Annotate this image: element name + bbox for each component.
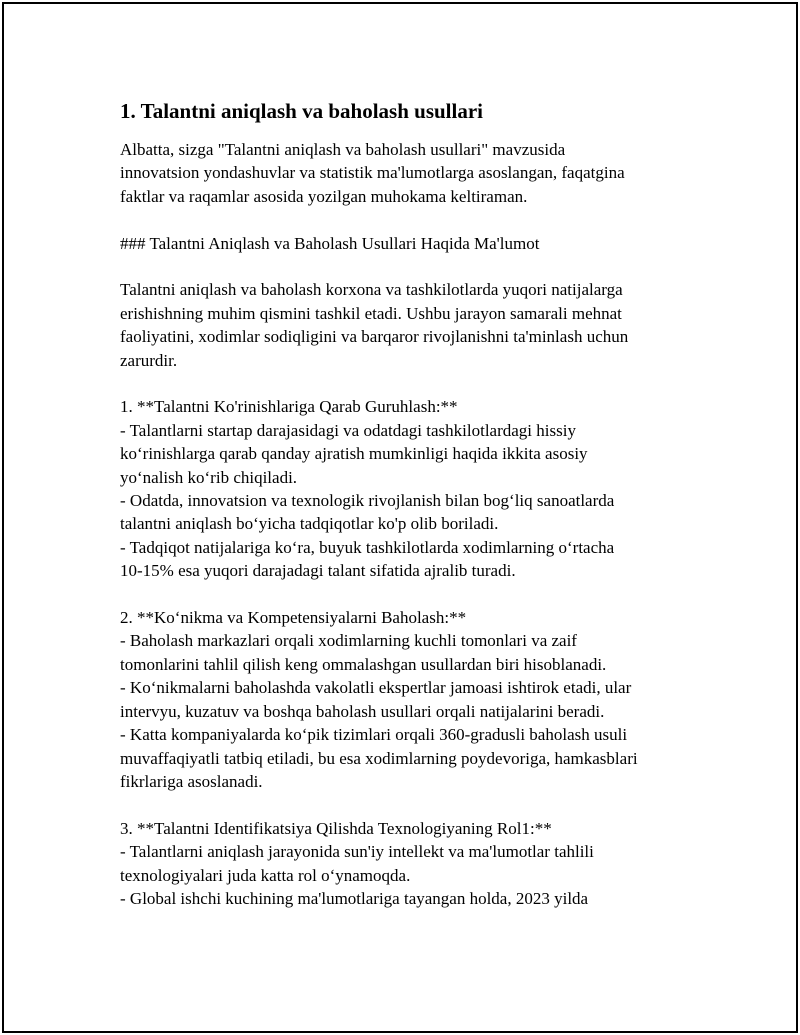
spacer bbox=[120, 583, 700, 606]
list-item-2: 2. **Ko‘nikma va Kompetensiyalarni Baholash:** - Baholash markazlari orqali xodimlarning kuchli tomonlari va zaif tomonlarini tahlil qilish keng ommalashgan usullardan biri hisoblanadi. - Ko‘nikmalarni baholashda vakolatli ekspertlar jamoasi ishtirok etadi, ular intervyu, kuzatuv va boshqa baholash usullari orqali natijalarini beradi. - Katta kompaniyalarda ko‘pik tizimlari orqali 360-gradusli baholash usuli muvaffaqiyatli tatbiq etiladi, bu esa xodimlarning poydevoriga, hamkasblari fikrlariga asoslanadi. bbox=[120, 608, 638, 791]
document-page bbox=[2, 2, 798, 1033]
document-title: 1. Talantni aniqlash va baholash usullari bbox=[120, 99, 483, 123]
document-content bbox=[120, 98, 700, 910]
section-heading: ### Talantni Aniqlash va Baholash Usullari Haqida Ma'lumot bbox=[120, 233, 540, 253]
spacer bbox=[120, 793, 700, 816]
list-item-1: 1. **Talantni Ko'rinishlariga Qarab Guruhlash:** - Talantlarni startap darajasidagi va odatdagi tashkilotlardagi hissiy ko‘rinishlarga qarab qanday ajratish mumkinligi haqida ikkita asosiy yo‘nalish ko‘rib chiqiladi. - Odatda, innovatsion va texnologik rivojlanish bilan bog‘liq sanoatlarda talantni aniqlash bo‘yicha tadqiqotlar ko'p olib boriladi. - Tadqiqot natijalariga ko‘ra, buyuk tashkilotlarda xodimlarning o‘rtacha 10-15% esa yuqori darajadagi talant sifatida ajralib turadi. bbox=[120, 397, 615, 581]
spacer bbox=[120, 208, 700, 231]
spacer bbox=[120, 255, 700, 278]
spacer bbox=[120, 372, 700, 395]
overview-paragraph: Talantni aniqlash va baholash korxona va tashkilotlarda yuqori natijalarga erishishning muhim qismini tashkil etadi. Ushbu jarayon samarali mehnat faoliyatini, xodimlar sodiqligini va barqaror rivojlanishni ta'minlash uchun zarurdir. bbox=[120, 280, 629, 370]
list-item-3: 3. **Talantni Identifikatsiya Qilishda Texnologiyaning Rol1:** - Talantlarni aniqlash jarayonida sun'iy intellekt va ma'lumotlar tahlili texnologiyalari juda katta rol o‘ynamoqda. - Global ishchi kuchining ma'lumotlariga tayangan holda, 2023 yilda bbox=[120, 818, 594, 908]
intro-paragraph: Albatta, sizga "Talantni aniqlash va baholash usullari" mavzusida innovatsion yondashuvlar va statistik ma'lumotlarga asoslangan, faqatgina faktlar va raqamlar asosida yozilgan muhokama keltiraman. bbox=[120, 140, 625, 206]
